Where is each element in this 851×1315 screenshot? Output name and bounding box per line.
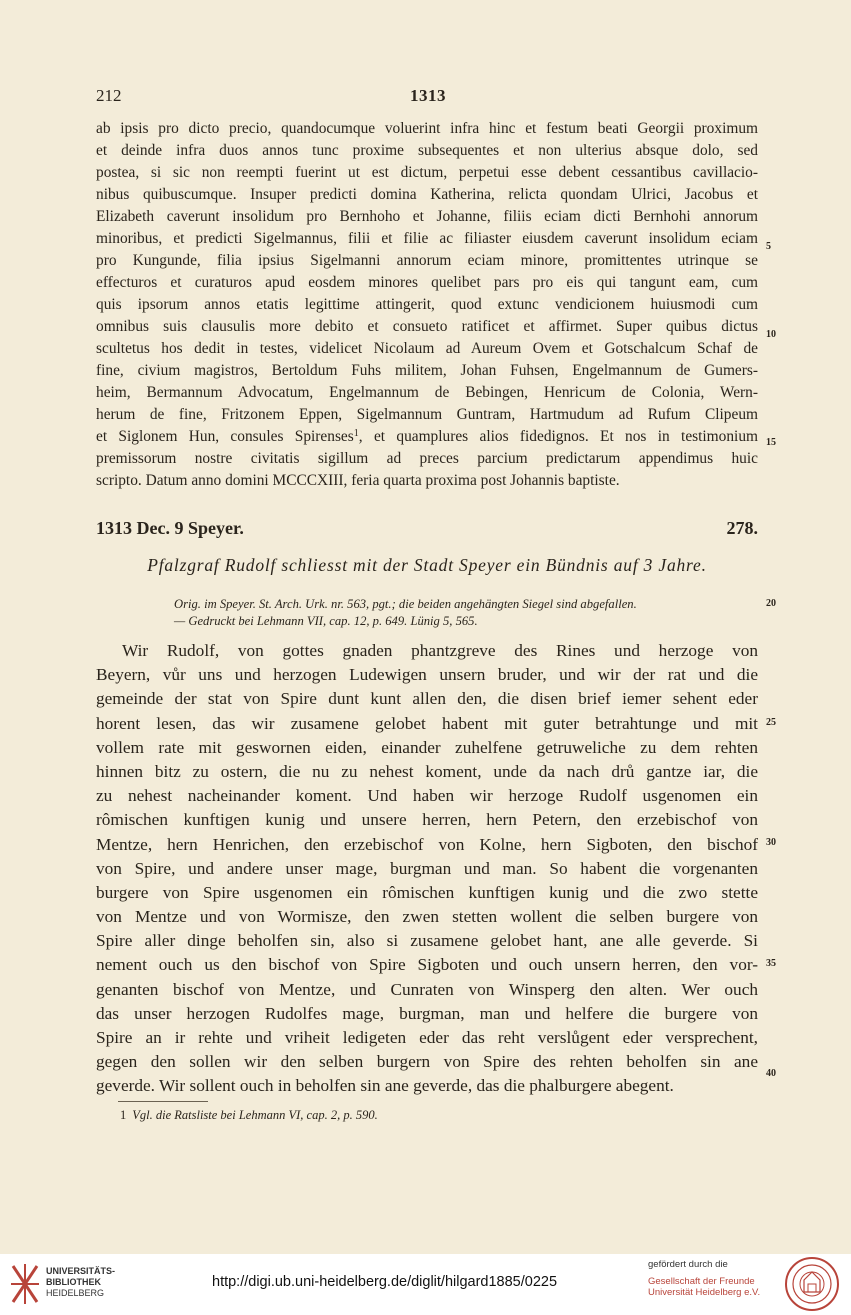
library-name-line: UNIVERSITÄTS- [46, 1266, 116, 1276]
document-regest: Pfalzgraf Rudolf schliesst mit der Stadt Speyer ein Bündnis auf 3 Jahre. [147, 555, 707, 575]
text-line: vollem rate mit geswornen eiden, einander zuhelfene getruweliche zu dem rehten [96, 737, 758, 757]
line-number: 30 [766, 837, 776, 848]
source-line: Orig. im Speyer. St. Arch. Urk. nr. 563, pgt.; die beiden angehängten Siegel sind abgefallen. [174, 597, 637, 611]
text-line: omnibus suis clausulis more debito et consueto ratificet et affirmet. Super quibus dictus [96, 318, 758, 335]
library-name-line: BIBLIOTHEK [46, 1277, 101, 1287]
line-number: 40 [766, 1068, 776, 1079]
text-line: Elizabeth caverunt insolidum pro Bernhoho et Johanne, filiis eciam dicti Bernhohi annorum [96, 208, 758, 225]
text-line: das unser herzogen Rudolfes mage, burgman, man und helfere die burgere von [96, 1003, 758, 1023]
viewer-footer [0, 1254, 851, 1315]
document-number: 278. [726, 518, 758, 538]
library-name [46, 1266, 115, 1299]
text-line: et deinde infra duos annos tunc proxime subsequentes et non ulterius absque dolo, sed [96, 142, 758, 159]
permalink-url[interactable]: http://digi.ub.uni-heidelberg.de/diglit/hilgard1885/0225 [212, 1274, 558, 1290]
line-number: 15 [766, 437, 776, 448]
text-line: geverde. Wir sollent ouch in beholfen sin ane geverde, das die phalburgere abegent. [96, 1076, 674, 1096]
funder-name-line: Gesellschaft der Freunde [648, 1276, 755, 1287]
text-line: herum de fine, Fritzonem Eppen, Sigelmannum Guntram, Hartmudum ad Rufum Clipeum [96, 406, 758, 423]
german-text-block [96, 639, 758, 1099]
line-number: 25 [766, 717, 776, 728]
footnote-mark: 1 [120, 1108, 127, 1122]
source-line: — Gedruckt bei Lehmann VII, cap. 12, p. 649. Lünig 5, 565. [174, 614, 478, 628]
footnote-reference: 1 [353, 428, 359, 439]
footnote-text: Vgl. die Ratsliste bei Lehmann VI, cap. 2, p. 590. [132, 1108, 378, 1122]
page-header [96, 86, 760, 112]
document-date-place: 1313 Dec. 9 Speyer. [96, 518, 244, 538]
funder-name-line: Universität Heidelberg e.V. [648, 1287, 761, 1298]
text-line: Beyern, vůr uns und herzogen Ludewigen unsern bruder, und wir der rat und die [96, 665, 758, 685]
text-line: horent lesen, das wir zusamene gelobet habent mit guter betrahtunge und mit [96, 713, 758, 733]
text-segment: , et quamplures alios fidedignos. Et nos in testimonium [358, 428, 758, 445]
text-line: von Mentze und von Wormisze, den zwen stetten wollent die selben burgere von [96, 907, 758, 927]
text-line: gegen den sollen wir den selben burgern von Spire des rehten beholfen sin ane [96, 1052, 758, 1072]
document-heading [96, 518, 758, 544]
text-line: Wir Rudolf, von gottes gnaden phantzgreve des Rines und herzoge von [122, 641, 758, 660]
text-line: fine, civium magistros, Bertoldum Fuhs militem, Johan Fuhsen, Engelmannum de Gumers- [96, 362, 758, 379]
line-number: 20 [766, 598, 776, 609]
text-line: Mentze, hern Henrichen, den erzebischof von Kolne, hern Sigboten, den bischof [96, 834, 758, 854]
text-line: Spire aller dinge beholfen sin, also si zusamene gelobet hant, ane alle geverde. Si [96, 931, 758, 951]
line-number: 5 [766, 241, 771, 252]
text-line: heim, Bermannum Advocatum, Engelmannum de Bebingen, Henricum de Colonia, Wern- [96, 384, 758, 401]
text-line: postea, si sic non reempti fuerint ut est dictum, perpetui esse debent cessantibus cavillacio- [96, 164, 758, 181]
text-line: pro Kungunde, filia ipsius Sigelmanni annorum eciam minore, promittentes utrinque se [96, 252, 758, 269]
text-line-with-footnote [96, 426, 758, 448]
line-number: 10 [766, 329, 776, 340]
text-line: effecturos et curaturos apud eosdem minores quelibet pars pro eis qui tangunt eam, cum [96, 274, 758, 291]
page-number: 212 [96, 86, 122, 105]
footnote [120, 1108, 378, 1123]
text-segment: et Siglonem Hun, consules Spirenses [96, 428, 354, 445]
text-line: burgere von Spire usgenomen ein rômischen kunftigen kunig und die zwo stette [96, 882, 758, 902]
text-line: premissorum nostre civitatis sigillum ad preces parcium predictarum appendimus huic [96, 450, 758, 467]
text-line: Spire an ir rehte und vriheit ledigeten eder das reht verslůgent eder versprechent, [96, 1028, 758, 1047]
text-line: scripto. Datum anno domini MCCCXIII, feria quarta proxima post Johannis baptiste. [96, 472, 620, 489]
text-line: gemeinde der stat von Spire dunt kunt allen den, die disen brief iemer sehent eder [96, 689, 758, 709]
text-line: ab ipsis pro dicto precio, quandocumque voluerint infra hinc et festum beati Georgii proximum [96, 120, 758, 137]
funded-by-label: gefördert durch die [648, 1259, 728, 1270]
latin-text-block [96, 118, 758, 492]
running-head-year: 1313 [410, 86, 446, 105]
university-seal-icon[interactable] [784, 1256, 840, 1312]
library-name-line: HEIDELBERG [46, 1288, 105, 1298]
text-line: hinnen bitz zu ostern, die nu zu nehest koment, unde da nach drů gantze iar, die [96, 761, 758, 781]
line-number: 35 [766, 958, 776, 969]
text-line: von Spire, und andere unser mage, burgman und man. So habent die vorgenanten [96, 858, 758, 878]
text-line: quis ipsorum annos etatis legittime attingerit, quod extunc vendicionem huiusmodi cum [96, 296, 758, 313]
text-line: nement ouch us den bischof von Spire Sigboten und ouch unsern herren, den vor- [96, 955, 758, 975]
text-line: nibus quibuscumque. Insuper predicti domina Katherina, relicta quondam Ulrici, Jacobus et [96, 186, 758, 203]
funder-credit [648, 1259, 778, 1298]
text-line: scultetus hos dedit in testes, videlicet Nicolaum ad Aureum Ovem et Gotschalcum Schaf de [96, 340, 758, 357]
text-line: zu nehest nacheinander koment. Und haben wir herzoge Rudolf usgenomen ein [96, 786, 758, 806]
text-line: genanten bischof von Mentze, und Cunraten von Winsperg den alten. Wer ouch [96, 979, 758, 999]
text-line: minoribus, et predicti Sigelmannus, filii et filie ac filiaster eiusdem caverunt insolidum eciam [96, 230, 758, 247]
footnote-divider [118, 1101, 208, 1102]
library-logo-icon[interactable] [9, 1262, 41, 1306]
text-line: rômischen kunftigen kunig und unsere herren, hern Petern, den erzebischof von [96, 810, 758, 830]
